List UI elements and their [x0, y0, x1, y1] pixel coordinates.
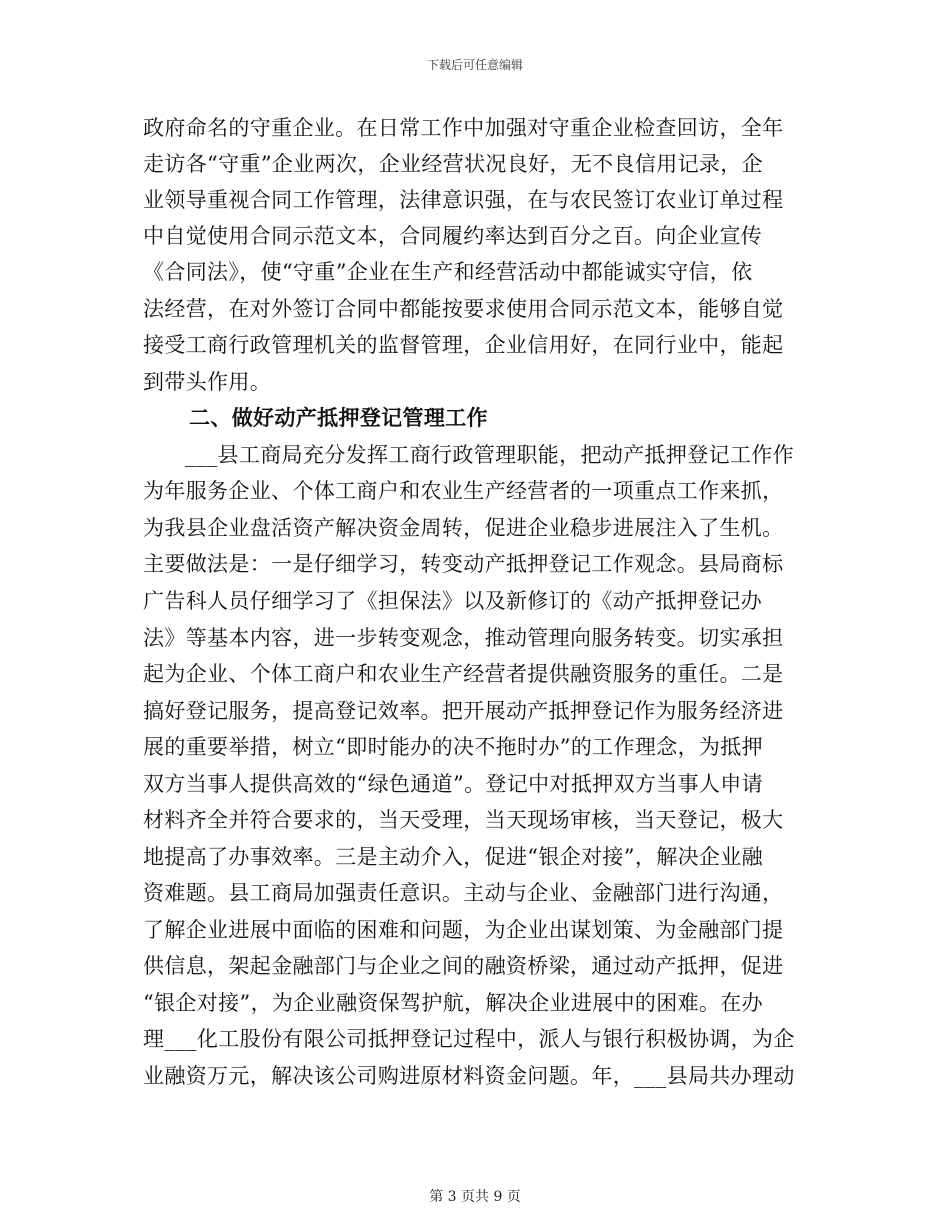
text-line: ___县工商局充分发挥工商行政管理职能，把动产抵押登记工作作	[185, 443, 794, 467]
text-line: 主要做法是：一是仔细学习，转变动产抵押登记工作观念。县局商标	[143, 552, 784, 576]
text-line: 走访各“守重”企业两次，企业经营状况良好，无不良信用记录，企	[143, 152, 763, 176]
text-line: 资难题。县工商局加强责任意识。主动与企业、金融部门进行沟通，	[143, 881, 784, 905]
text-line: 《合同法》，使“守重”企业在生产和经营活动中都能诚实守信，依	[143, 260, 753, 284]
text-line: 双方当事人提供高效的“绿色通道”。登记中对抵押双方当事人申请	[143, 772, 763, 796]
text-line: 为我县企业盘活资产解决资金周转，促进企业稳步进展注入了生机。	[143, 516, 784, 540]
text-line: 为年服务企业、个体工商户和农业生产经营者的一项重点工作来抓，	[143, 479, 784, 503]
text-line: 到带头作用。	[143, 370, 272, 394]
text-line: 展的重要举措，树立“即时能办的决不拖时办”的工作理念，为抵押	[143, 735, 763, 759]
text-line: 供信息，架起金融部门与企业之间的融资桥梁，通过动产抵押，促进	[143, 954, 784, 978]
text-line: 广告科人员仔细学习了《担保法》以及新修订的《动产抵押登记办	[143, 589, 763, 613]
text-line: 业融资万元，解决该公司购进原材料资金问题。年，___县局共办理动	[143, 1064, 795, 1088]
text-line: 法经营，在对外签订合同中都能按要求使用合同示范文本，能够自觉	[143, 297, 784, 321]
text-line: 法》等基本内容，进一步转变观念，推动管理向服务转变。切实承担	[143, 626, 784, 650]
text-line: 接受工商行政管理机关的监督管理，企业信用好，在同行业中，能起	[143, 333, 784, 357]
text-line: 材料齐全并符合要求的，当天受理，当天现场审核，当天登记，极大	[143, 808, 784, 832]
text-line: 业领导重视合同工作管理，法律意识强，在与农民签订农业订单过程	[143, 188, 784, 212]
text-line: 地提高了办事效率。三是主动介入，促进“银企对接”，解决企业融	[143, 845, 763, 869]
text-line: 政府命名的守重企业。在日常工作中加强对守重企业检查回访，全年	[143, 116, 784, 140]
page-number: 第 3 页共 9 页	[429, 1189, 521, 1205]
section-heading: 二、做好动产抵押登记管理工作	[189, 405, 488, 430]
text-line: 搞好登记服务，提高登记效率。把开展动产抵押登记作为服务经济进	[143, 699, 784, 723]
text-line: 起为企业、个体工商户和农业生产经营者提供融资服务的重任。二是	[143, 662, 784, 686]
text-line: 理___化工股份有限公司抵押登记过程中，派人与银行积极协调，为企	[143, 1027, 795, 1051]
text-line: “银企对接”，为企业融资保驾护航，解决企业进展中的困难。在办	[143, 991, 763, 1015]
text-line: 了解企业进展中面临的困难和问题，为企业出谋划策、为金融部门提	[143, 918, 784, 942]
page-header: 下载后可任意编辑	[426, 58, 523, 72]
text-line: 中自觉使用合同示范文本，合同履约率达到百分之百。向企业宣传	[143, 224, 763, 248]
